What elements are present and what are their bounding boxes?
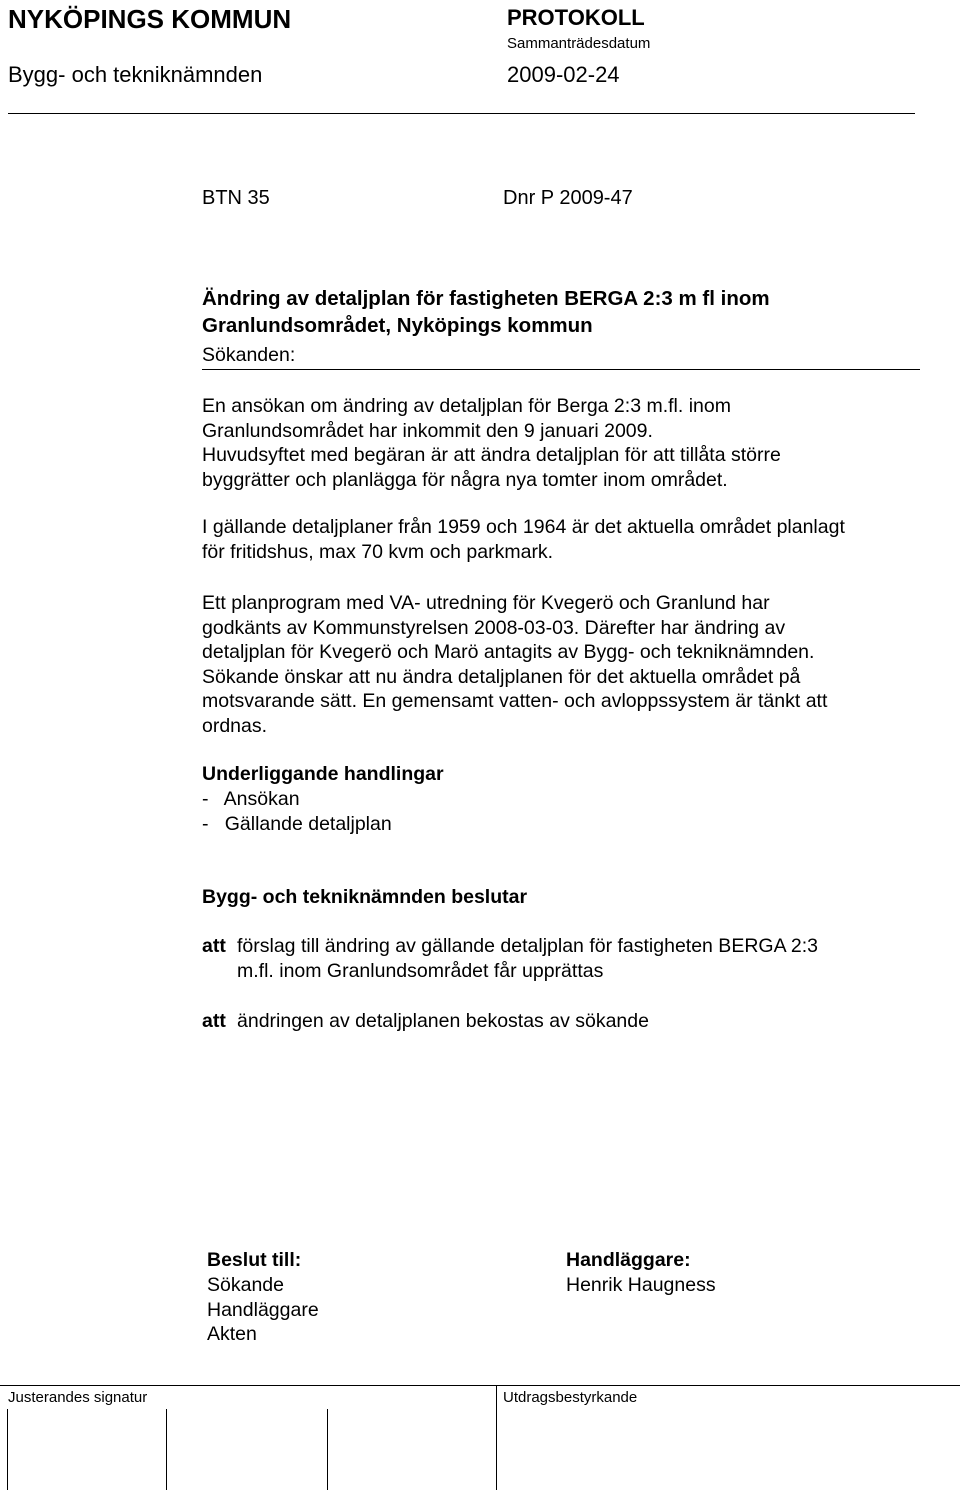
paragraph-line: En ansökan om ändring av detaljplan för Berga 2:3 m.fl. inom <box>202 395 731 417</box>
paragraph-line: Granlundsområdet har inkommit den 9 januari 2009. <box>202 419 653 442</box>
signature-box-line <box>166 1409 167 1490</box>
distribution-item: Akten <box>207 1323 257 1345</box>
title-rule <box>202 369 920 370</box>
btn-number: BTN 35 <box>202 187 270 209</box>
decision-text: ändringen av detaljplanen bekostas av sökande <box>237 1010 649 1032</box>
date-label: Sammanträdesdatum <box>507 35 651 52</box>
footer-rule <box>0 1385 960 1386</box>
paragraph-line: för fritidshus, max 70 kvm och parkmark. <box>202 540 554 563</box>
meeting-date: 2009-02-24 <box>507 62 620 87</box>
decision-text <box>237 934 818 983</box>
decision-line: förslag till ändring av gällande detaljplan för fastigheten BERGA 2:3 <box>237 935 819 957</box>
paragraph-line: Huvudsyftet med begäran är att ändra detaljplan för att tillåta större <box>202 444 781 466</box>
handler-name: Henrik Haugness <box>566 1274 716 1296</box>
header-rule <box>8 113 915 114</box>
doc-type: PROTOKOLL <box>507 5 645 30</box>
handler-heading: Handläggare: <box>566 1249 691 1271</box>
distribution-list <box>207 1273 319 1347</box>
documents-heading: Underliggande handlingar <box>202 763 444 785</box>
certification-label: Utdragsbestyrkande <box>503 1389 638 1406</box>
decision-line: m.fl. inom Granlundsområdet får upprättas <box>237 959 604 982</box>
paragraph <box>202 591 827 738</box>
paragraph-line: I gällande detaljplaner från 1959 och 1964 är det aktuella området planlagt <box>202 516 845 538</box>
signature-box-line <box>7 1409 8 1490</box>
paragraph <box>202 394 781 492</box>
document-item: - Gällande detaljplan <box>202 813 392 835</box>
paragraph-line: ordnas. <box>202 714 268 737</box>
paragraph-line: motsvarande sätt. En gemensamt vatten- och avloppssystem är tänkt att <box>202 690 828 712</box>
signature-box-line <box>496 1385 497 1490</box>
decision-keyword: att <box>202 1010 226 1032</box>
paragraph-line: godkänts av Kommunstyrelsen 2008-03-03. Därefter har ändring av <box>202 616 786 639</box>
case-title-line: Ändring av detaljplan för fastigheten BERGA 2:3 m fl inom <box>202 287 770 310</box>
applicant-label: Sökanden: <box>202 344 296 366</box>
decision-keyword: att <box>202 935 226 957</box>
signature-label: Justerandes signatur <box>8 1389 148 1406</box>
distribution-item: Sökande <box>207 1274 284 1296</box>
paragraph <box>202 515 845 564</box>
distribution-item: Handläggare <box>207 1298 319 1321</box>
paragraph-line: Sökande önskar att nu ändra detaljplanen för det aktuella området på <box>202 665 801 688</box>
committee-name: Bygg- och tekniknämnden <box>8 62 263 87</box>
signature-box-line <box>327 1409 328 1490</box>
paragraph-line: byggrätter och planlägga för några nya tomter inom området. <box>202 468 728 491</box>
decision-heading: Bygg- och tekniknämnden beslutar <box>202 886 528 908</box>
distribution-heading: Beslut till: <box>207 1249 302 1271</box>
org-name: NYKÖPINGS KOMMUN <box>8 4 292 34</box>
case-title <box>202 285 770 339</box>
paragraph-line: Ett planprogram med VA- utredning för Kvegerö och Granlund har <box>202 592 770 614</box>
case-title-line: Granlundsområdet, Nyköpings kommun <box>202 314 593 337</box>
paragraph-line: detaljplan för Kvegerö och Marö antagits av Bygg- och tekniknämnden. <box>202 641 815 663</box>
document-item: - Ansökan <box>202 788 300 810</box>
dnr-number: Dnr P 2009-47 <box>503 187 633 209</box>
